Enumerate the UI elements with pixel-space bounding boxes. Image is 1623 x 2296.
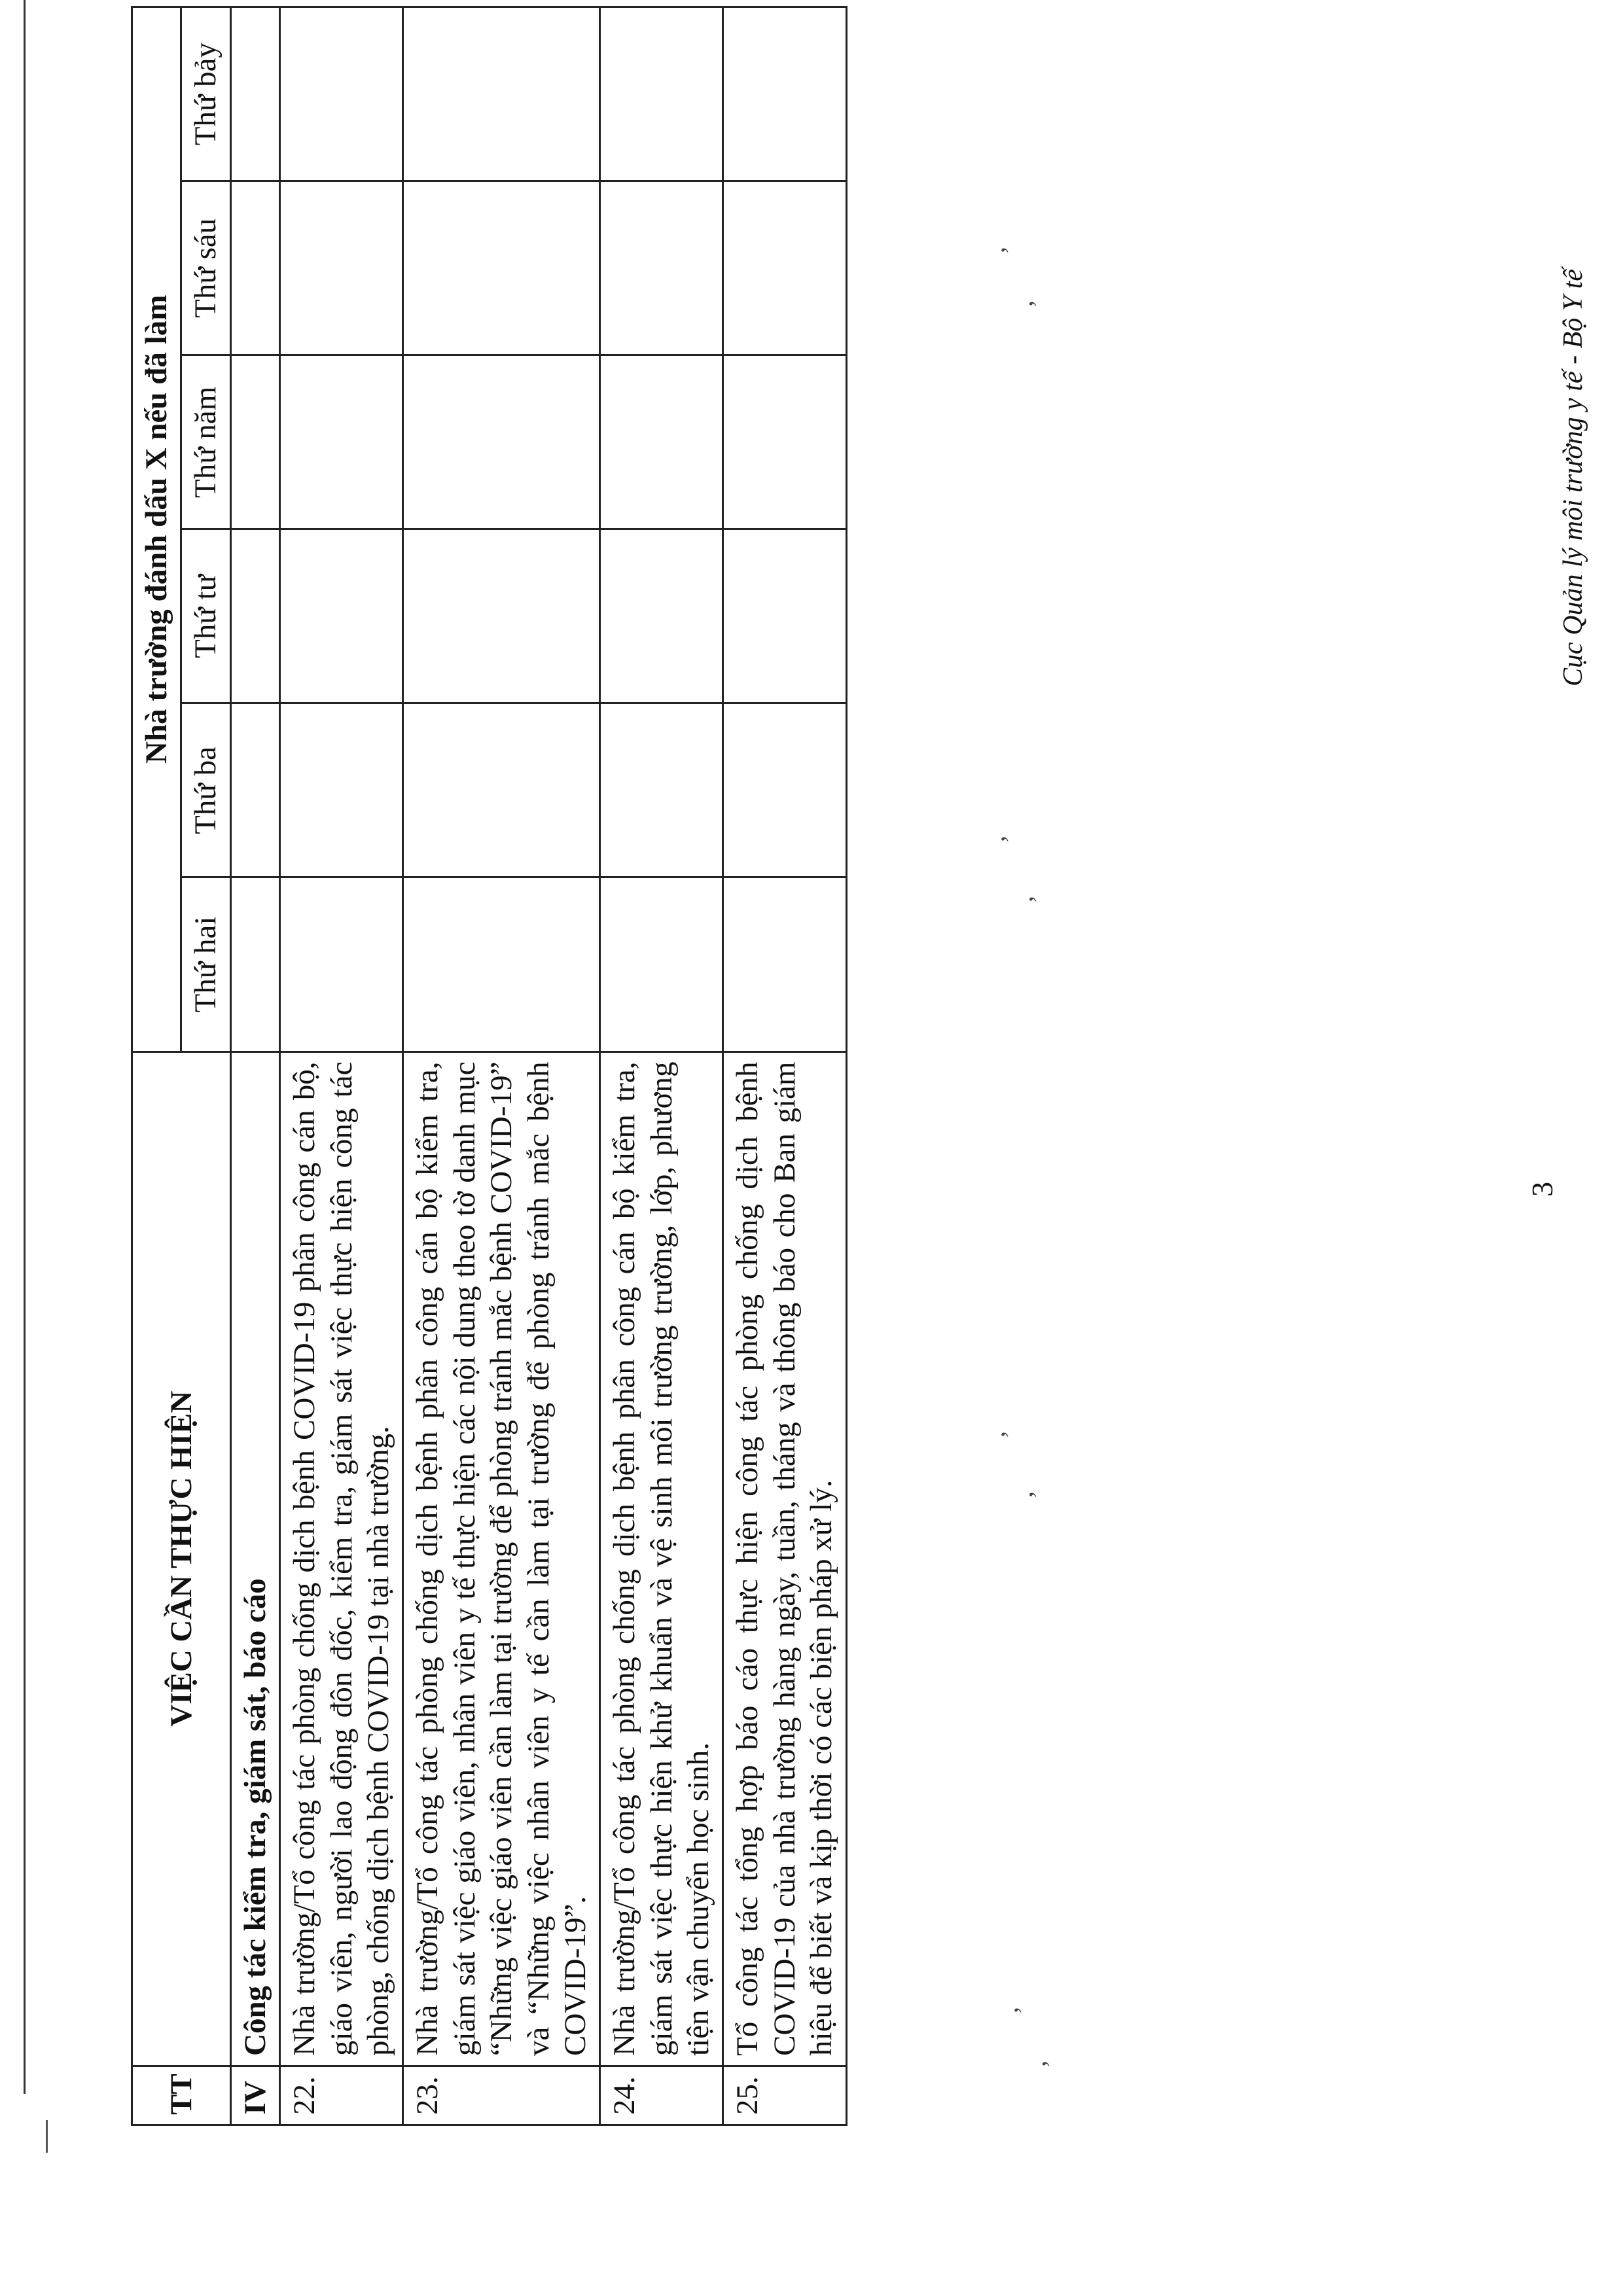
table-row [600, 7, 723, 2125]
header-day-mon: Thứ hai [181, 877, 230, 1051]
checkbox-cell[interactable] [723, 529, 846, 703]
checkbox-cell[interactable] [600, 877, 723, 1051]
checkbox-cell[interactable] [403, 529, 600, 703]
checkbox-cell[interactable] [723, 355, 846, 529]
table-row [280, 7, 403, 2125]
header-row [132, 7, 181, 2125]
checkbox-cell[interactable] [280, 7, 403, 181]
task-text: Nhà trường/Tổ công tác phòng chống dịch bệnh phân công cán bộ kiểm tra, giám sát việc giáo viên, nhân viên y tế thực hiện các nội dung theo tờ danh mục “Những việc giáo viên cần làm tại trường để phòng tránh mắc bệnh COVID-19” và “Những việc nhân viên y tế cần làm tại trường để phòng tránh mắc bệnh COVID-19”. [403, 1051, 600, 2066]
checkbox-cell[interactable] [600, 703, 723, 877]
scan-mark: ’ [995, 245, 1025, 255]
header-day-sat: Thứ bảy [181, 7, 230, 181]
checkbox-cell[interactable] [230, 877, 279, 1051]
header-day-tue: Thứ ba [181, 703, 230, 877]
section-title: Công tác kiểm tra, giám sát, báo cáo [230, 1051, 279, 2066]
scan-mark: , [1008, 300, 1038, 307]
checkbox-cell[interactable] [403, 181, 600, 355]
table-row [723, 7, 846, 2125]
scan-mark: ’ [995, 1430, 1025, 1439]
checklist-table [131, 6, 847, 2126]
scan-mark: ’ [995, 834, 1025, 843]
header-day-thu: Thứ năm [181, 355, 230, 529]
checkbox-cell[interactable] [280, 703, 403, 877]
section-row [230, 7, 279, 2125]
task-text: Nhà trường/Tổ công tác phòng chống dịch bệnh COVID-19 phân công cán bộ, giáo viên, người lao động đôn đốc, kiểm tra, giám sát việc thực hiện công tác phòng, chống dịch bệnh COVID-19 tại nhà trường. [280, 1051, 403, 2066]
checkbox-cell[interactable] [230, 7, 279, 181]
row-number: 25. [723, 2066, 846, 2125]
section-number: IV [230, 2066, 279, 2125]
row-number: 22. [280, 2066, 403, 2125]
checkbox-cell[interactable] [723, 7, 846, 181]
checkbox-cell[interactable] [230, 355, 279, 529]
checkbox-cell[interactable] [403, 877, 600, 1051]
row-number: 24. [600, 2066, 723, 2125]
checkbox-cell[interactable] [600, 181, 723, 355]
checkbox-cell[interactable] [723, 877, 846, 1051]
checkbox-cell[interactable] [230, 529, 279, 703]
task-text: Tổ công tác tổng hợp báo cáo thực hiện công tác phòng chống dịch bệnh COVID-19 của nhà trường hàng ngày, tuần, tháng và thông báo cho Ban giám hiệu để biết và kịp thời có các biện pháp xử lý. [723, 1051, 846, 2066]
checkbox-cell[interactable] [723, 181, 846, 355]
checkbox-cell[interactable] [600, 7, 723, 181]
checkbox-cell[interactable] [280, 877, 403, 1051]
checkbox-cell[interactable] [230, 703, 279, 877]
checkbox-cell[interactable] [403, 703, 600, 877]
checkbox-cell[interactable] [280, 181, 403, 355]
footer-text: Cục Quản lý môi trường y tế - Bộ Y tế [1558, 269, 1588, 686]
header-tt: TT [132, 2066, 231, 2125]
checkbox-cell[interactable] [280, 529, 403, 703]
scan-mark: , [1008, 896, 1038, 902]
task-text: Nhà trường/Tổ công tác phòng chống dịch bệnh phân công cán bộ kiểm tra, giám sát việc thực hiện khử khuẩn và vệ sinh môi trường trường, lớp, phương tiện vận chuyển học sinh. [600, 1051, 723, 2066]
checkbox-cell[interactable] [280, 355, 403, 529]
row-number: 23. [403, 2066, 600, 2125]
scan-mark: , [1022, 2060, 1051, 2067]
scan-mark: , [1008, 1491, 1038, 1498]
page-number: 3 [1525, 1182, 1559, 1197]
checkbox-cell[interactable] [403, 7, 600, 181]
checkbox-cell[interactable] [600, 529, 723, 703]
checkbox-cell[interactable] [230, 181, 279, 355]
header-task: VIỆC CẦN THỰC HIỆN [132, 1051, 231, 2066]
checkbox-cell[interactable] [723, 703, 846, 877]
header-day-wed: Thứ tư [181, 529, 230, 703]
table-row [403, 7, 600, 2125]
scan-mark: ’ [1008, 2005, 1038, 2015]
header-mark-group: Nhà trường đánh dấu X nếu đã làm [132, 7, 181, 1052]
checkbox-cell[interactable] [600, 355, 723, 529]
checkbox-cell[interactable] [403, 355, 600, 529]
header-day-fri: Thứ sáu [181, 181, 230, 355]
